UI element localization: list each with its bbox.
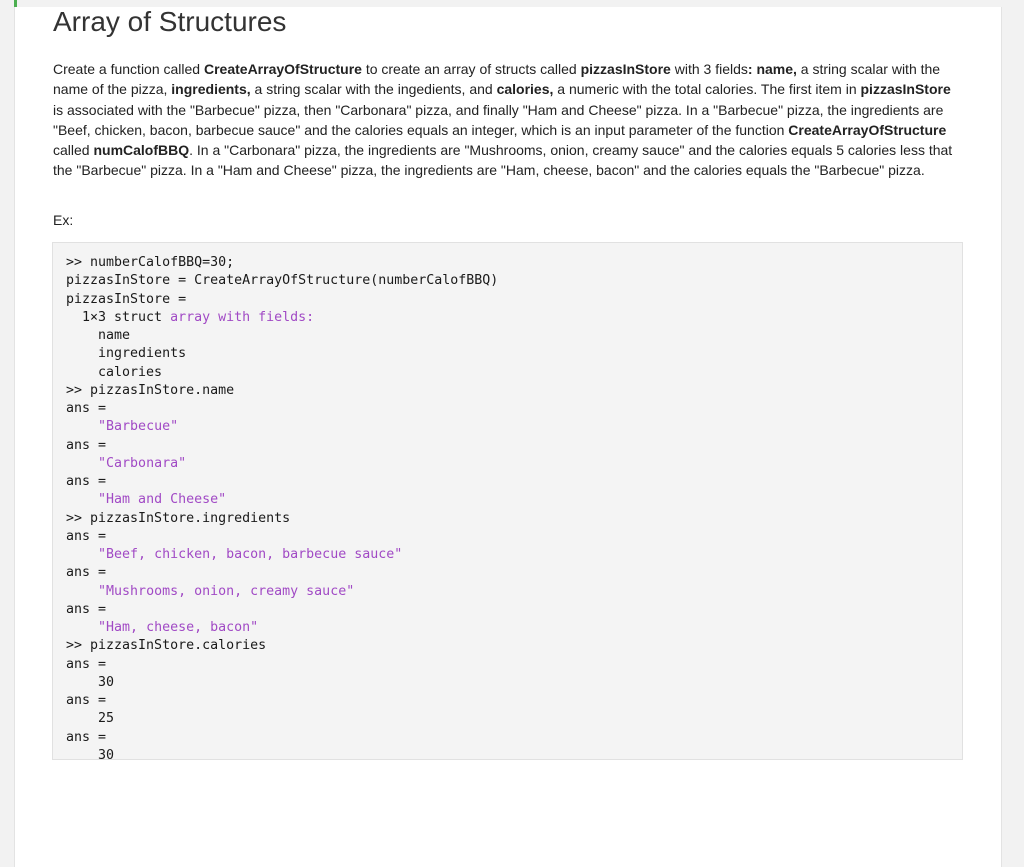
example-label: Ex: (53, 212, 74, 228)
code-text (66, 547, 98, 562)
code-line (66, 602, 106, 617)
code-line (66, 730, 106, 745)
code-text (66, 620, 98, 635)
code-string: "Mushrooms, onion, creamy sauce" (98, 583, 355, 599)
code-listing (66, 254, 498, 765)
description-text: a string scalar with the name of the pizza, (53, 61, 941, 98)
description-text: Create a function called (53, 61, 204, 77)
code-line (66, 474, 106, 489)
code-text (66, 419, 98, 434)
code-line (66, 584, 354, 599)
code-line (66, 419, 178, 434)
code-text: ans = (66, 401, 107, 416)
page-title: Array of Structures (53, 6, 287, 37)
code-line (66, 711, 114, 726)
code-line (66, 748, 114, 763)
code-keyword: array with fields: (170, 309, 315, 325)
description-bold-term: pizzasInStore (580, 61, 671, 77)
description-text: to create an array of structs called (361, 61, 581, 77)
description-text: with 3 fields (670, 61, 748, 77)
code-line (66, 401, 106, 416)
description-bold-term: ingredients, (171, 81, 251, 98)
code-line (66, 310, 314, 325)
code-text: >> pizzasInStore.calories (66, 638, 267, 654)
code-text: 1×3 struct (66, 309, 171, 325)
code-text: name (66, 328, 131, 343)
code-string: "Ham and Cheese" (98, 492, 227, 508)
code-text: 30 (66, 747, 115, 763)
content-card (14, 7, 1002, 867)
code-line (66, 456, 186, 471)
code-text (66, 492, 98, 507)
code-line (66, 292, 186, 307)
description-bold-term: pizzasInStore (860, 81, 951, 98)
code-string: "Carbonara" (98, 455, 187, 471)
code-text: 30 (66, 674, 115, 690)
code-string: "Beef, chicken, bacon, barbecue sauce" (98, 547, 403, 562)
description-text: . In a "Carbonara" pizza, the ingredients are "Mushrooms, onion, creamy sauce" and the calories equals 5 calories less that the "Barbecue" pizza. In a "Ham and Cheese" pizza, the ingredients are "Ham, cheese, bacon" and the calories equals the "Barbecue" pizza. (53, 142, 953, 179)
code-text: ans = (66, 656, 107, 672)
code-line (66, 255, 234, 270)
code-text: 25 (66, 711, 115, 727)
code-line (66, 511, 290, 526)
description-text: called (53, 142, 94, 159)
code-line (66, 438, 106, 453)
code-line (66, 383, 234, 398)
code-text: calories (66, 364, 163, 380)
code-line (66, 693, 106, 708)
code-line (66, 620, 258, 635)
code-text: pizzasInStore = CreateArrayOfStructure(numberCalofBBQ) (66, 273, 499, 289)
code-text: pizzasInStore = (66, 291, 187, 307)
code-line (66, 565, 106, 580)
code-text: ans = (66, 693, 107, 708)
code-text (66, 456, 98, 471)
code-line (66, 492, 226, 507)
code-text: ans = (66, 528, 107, 544)
code-text: ans = (66, 437, 107, 453)
description-bold-term: : name, (747, 61, 797, 77)
code-text: ans = (66, 729, 107, 745)
code-line (66, 638, 266, 653)
code-text: >> pizzasInStore.ingredients (66, 510, 291, 526)
code-line (66, 529, 106, 544)
code-text: >> pizzasInStore.name (66, 382, 235, 398)
description-text: a numeric with the total calories. The first item in (553, 81, 861, 98)
description-bold-term: numCalofBBQ (93, 142, 190, 159)
code-string: "Ham, cheese, bacon" (98, 620, 259, 635)
code-text: >> numberCalofBBQ=30; (66, 255, 235, 270)
code-example-block (52, 242, 963, 763)
description-text: a string scalar with the ingedients, and (250, 81, 497, 98)
code-text: ans = (66, 565, 107, 581)
problem-description (53, 59, 963, 181)
description-bold-term: CreateArrayOfStructure (788, 121, 947, 138)
code-line (66, 328, 130, 343)
code-text: ans = (66, 474, 107, 489)
code-line (66, 346, 186, 361)
description-text: is associated with the "Barbecue" pizza, then "Carbonara" pizza, and finally "Ham and Cheese" pizza. In a "Barbecue" pizza, the ingredients are "Beef, chicken, bacon, barbecue sauce" and the calories equals an integer, which is an input parameter of the function (53, 101, 944, 138)
code-line (66, 547, 402, 562)
code-text (66, 584, 98, 599)
code-text: ans = (66, 601, 107, 617)
code-line (66, 675, 114, 690)
accent-bar (14, 0, 17, 7)
code-text: ingredients (66, 346, 187, 362)
description-bold-term: CreateArrayOfStructure (203, 61, 362, 77)
code-line (66, 657, 106, 672)
code-line (66, 365, 162, 380)
code-string: "Barbecue" (98, 419, 179, 435)
code-line (66, 273, 498, 288)
description-bold-term: calories, (496, 81, 554, 98)
